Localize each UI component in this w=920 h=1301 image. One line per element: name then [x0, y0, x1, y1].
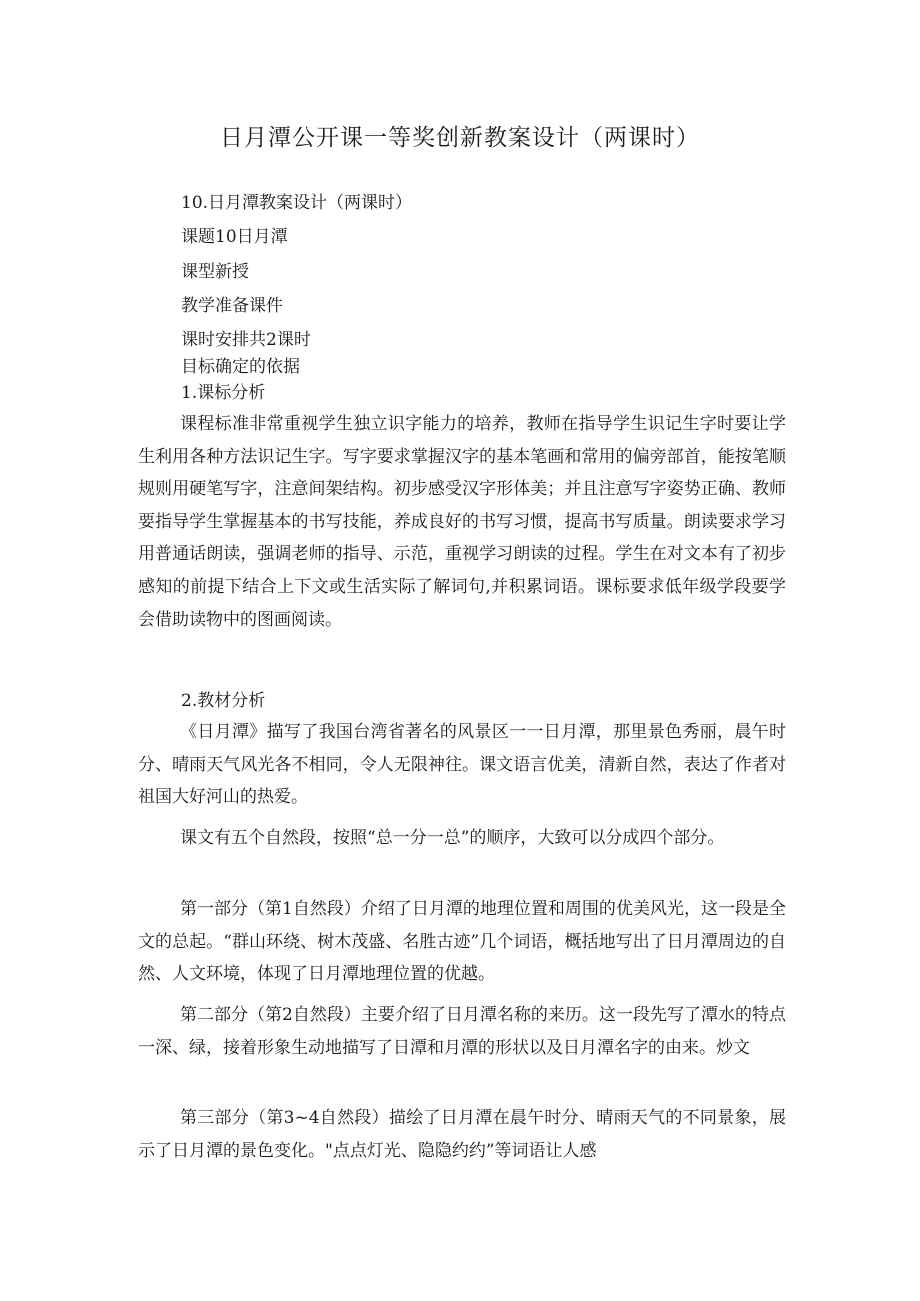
lesson-type: 课型新授 — [181, 262, 249, 282]
paragraph-part-one: 第一部分（第1自然段）介绍了日月潭的地理位置和周围的优美风光，这一段是全文的总起。“群山环绕、树木茂盛、名胜古迹”几个词语，概括地写出了日月潭周边的自然、人文环境，体现了日月潭地理位置的优越。 — [138, 899, 786, 985]
paragraph-textbook-intro: 《日月潭》描写了我国台湾省著名的风景区一一日月潭，那里景色秀丽，晨午时分、晴雨天气风光各不相同，令人无限神往。课文语言优美，清新自然，表达了作者对祖国大好河山的热爱。 — [138, 722, 786, 808]
section-heading-textbook: 2.教材分析 — [181, 691, 266, 711]
paragraph-part-three: 第三部分（第3~4自然段）描绘了日月潭在晨午时分、晴雨天气的不同景象，展示了日月潭的景色变化。"点点灯光、隐隐约约”等词语让人感 — [138, 1108, 786, 1161]
paragraph-structure: 课文有五个自然段，按照“总一分一总”的顺序，大致可以分成四个部分。 — [180, 828, 725, 848]
lesson-schedule: 课时安排共2课时 — [181, 330, 311, 350]
lesson-preparation: 教学准备课件 — [181, 296, 283, 316]
paragraph-curriculum: 课程标准非常重视学生独立识字能力的培养，教师在指导学生识记生字时要让学生利用各种方法识记生字。写字要求掌握汉字的基本笔画和常用的偏旁部首，能按笔顺规则用硬笔写字，注意间架结构。初步感受汉字形体美；并且注意写字姿势正确、教师要指导学生掌握基本的书写技能，养成良好的书写习惯，提高书写质量。朗读要求学习用普通话朗读，强调老师的指导、示范，重视学习朗读的过程。学生在对文本有了初步感知的前提下结合上下文或生活实际了解词句,并积累词语。课标要求低年级学段要学会借助读物中的图画阅读。 — [138, 414, 786, 630]
lesson-heading: 10.日月潭教案设计（两课时） — [181, 193, 413, 213]
paragraph-part-two: 第二部分（第2自然段）主要介绍了日月潭名称的来历。这一段先写了潭水的特点一深、绿，接着形象生动地描写了日潭和月潭的形状以及日月潭名字的由来。炒文 — [138, 1005, 786, 1058]
document-title: 日月潭公开课一等奖创新教案设计（两课时） — [220, 125, 700, 151]
lesson-topic: 课题10日月潭 — [181, 227, 288, 247]
objective-basis: 目标确定的依据 — [181, 357, 300, 377]
section-heading-curriculum: 1.课标分析 — [181, 383, 266, 403]
